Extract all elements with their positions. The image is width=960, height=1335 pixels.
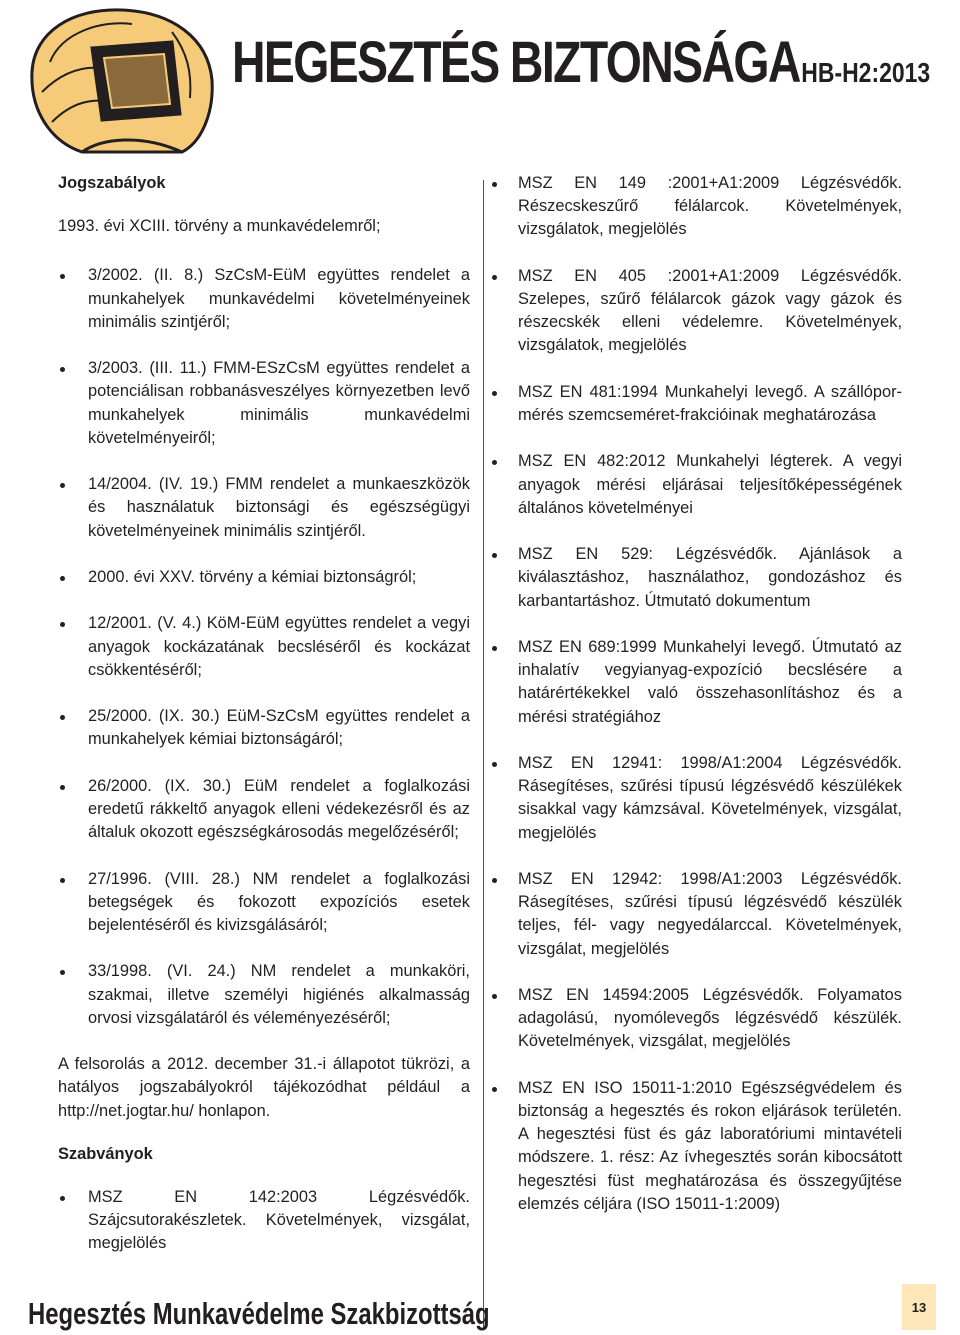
list-item: MSZ EN 482:2012 Munkahelyi légterek. A vegyi anyagok mérési eljárásai teljesítőképességének általános követelményei (490, 450, 902, 520)
list-item: 2000. évi XXV. törvény a kémiai biztonságról; (58, 566, 470, 589)
list-item: MSZ EN 12941: 1998/A1:2004 Légzésvédők. Rásegítéses, szűrési típusú légzésvédő készülékek sisakkal vagy kámzsával. Követelmények, vizsgálat, megjelölés (490, 752, 902, 845)
page-number: 13 (911, 1299, 927, 1315)
list-item: MSZ EN 149 :2001+A1:2009 Légzésvédők. Részecskeszűrő félálarcok. Követelmények, vizsgálatok, megjelölés (490, 172, 902, 242)
list-item: 26/2000. (IX. 30.) EüM rendelet a foglalkozási eredetű rákkeltő anyagok elleni védekezésről és az általuk okozott egészségkárosodás megelőzéséről; (58, 775, 470, 845)
list-item: MSZ EN ISO 15011-1:2010 Egészségvédelem és biztonság a hegesztés és rokon eljárások területén. A hegesztési füst és gáz laboratóriumi mintavételi módszere. 1. rész: Az ívhegesztés során kibocsátott hegesztési füst meghatározása és összegyűjtése elemzés céljára (ISO 15011-1:2009) (490, 1077, 902, 1216)
list-item: MSZ EN 405 :2001+A1:2009 Légzésvédők. Szelepes, szűrő félálarcok gázok vagy gázok és részecskék elleni védelemre. Követelmények, vizsgálatok, megjelölés (490, 265, 902, 358)
list-item: 3/2003. (III. 11.) FMM-ESzCsM együttes rendelet a potenciálisan robbanásveszélyes környezetben levő munkahelyek minimális munkavédelmi követelményeiről; (58, 357, 470, 450)
list-item: MSZ EN 14594:2005 Légzésvédők. Folyamatos adagolású, nyomólevegős légzésvédő készülék. Követelmények, vizsgálat, megjelölés (490, 984, 902, 1054)
list-item: 27/1996. (VIII. 28.) NM rendelet a foglalkozási betegségek és fokozott expozíciós esetek bejelentéséről és kivizsgálásáról; (58, 868, 470, 938)
page-number-badge (902, 1284, 936, 1330)
laws-list (58, 264, 470, 1030)
list-item: 25/2000. (IX. 30.) EüM-SzCsM együttes rendelet a munkahelyek kémiai biztonságáról; (58, 705, 470, 751)
list-item: MSZ EN 481:1994 Munkahelyi levegő. A szállópor-mérés szemcseméret-frakcióinak meghatározása (490, 381, 902, 427)
standards-list-right (490, 172, 902, 1216)
standards-list-left (58, 1186, 470, 1256)
page-title: HEGESZTÉS BIZTONSÁGA (232, 30, 800, 95)
standards-heading: Szabványok (58, 1144, 153, 1163)
list-item: 3/2002. (II. 8.) SzCsM-EüM együttes rendelet a munkahelyek munkavédelmi követelményeinek minimális szintjéről; (58, 264, 470, 334)
column-divider (483, 180, 484, 1330)
list-item: MSZ EN 529: Légzésvédők. Ajánlások a kiválasztáshoz, használathoz, gondozáshoz és karbantartáshoz. Útmutató dokumentum (490, 543, 902, 613)
footer-title: Hegesztés Munkavédelme Szakbizottság (28, 1296, 490, 1331)
note-paragraph: A felsorolás a 2012. december 31.-i állapotot tükrözi, a hatályos jogszabályokról tájékozódhat például a http://net.jogtar.hu/ honlapon. (58, 1055, 470, 1120)
list-item: MSZ EN 689:1999 Munkahelyi levegő. Útmutató az inhalatív vegyianyag-expozíció becslésére a határértékekkel való összehasonlításhoz és a mérési stratégiához (490, 636, 902, 729)
list-item: 12/2001. (V. 4.) KöM-EüM együttes rendelet a vegyi anyagok kockázatának becsléséről és kockázat csökkentéséről; (58, 612, 470, 682)
left-column (58, 172, 470, 1279)
list-item: MSZ EN 142:2003 Légzésvédők. Szájcsutorakészletek. Követelmények, vizsgálat, megjelölés (58, 1186, 470, 1256)
list-item: 14/2004. (IV. 19.) FMM rendelet a munkaeszközök és használatuk biztonsági és egészségügyi követelményeinek minimális szintjéről. (58, 473, 470, 543)
list-item: 33/1998. (VI. 24.) NM rendelet a munkaköri, szakmai, illetve személyi higiénés alkalmasság orvosi vizsgálatáról és véleményezéséről; (58, 960, 470, 1030)
intro-law: 1993. évi XCIII. törvény a munkavédelemről; (58, 217, 381, 236)
laws-heading: Jogszabályok (58, 174, 166, 192)
right-column (490, 172, 902, 1239)
document-code: HB-H2:2013 (801, 57, 930, 88)
welding-helmet-icon (22, 2, 220, 156)
list-item: MSZ EN 12942: 1998/A1:2003 Légzésvédők. Rásegítéses, szűrési típusú légzésvédő készülék teljes, fél- vagy negyedálarccal. Követelmények, vizsgálat, megjelölés (490, 868, 902, 961)
